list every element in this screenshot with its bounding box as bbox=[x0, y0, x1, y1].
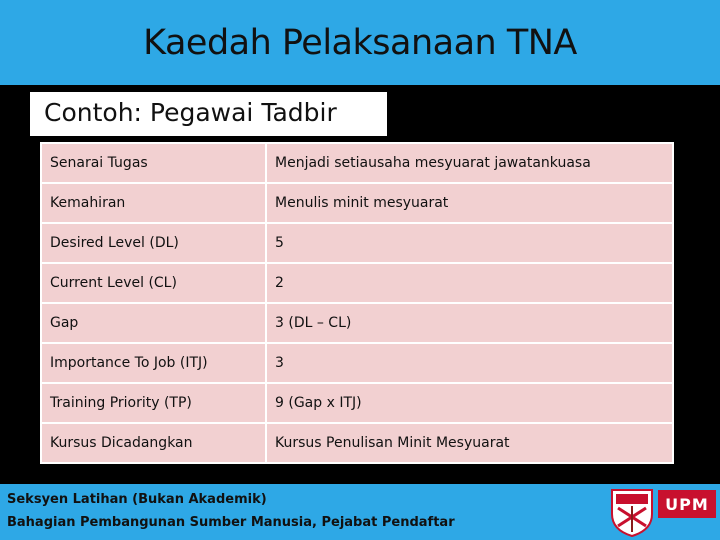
table-row bbox=[41, 183, 673, 223]
table-row bbox=[41, 263, 673, 303]
table-row bbox=[41, 303, 673, 343]
table-row bbox=[41, 383, 673, 423]
upm-crest-icon bbox=[608, 486, 656, 538]
upm-logo bbox=[608, 486, 718, 538]
table-row bbox=[41, 343, 673, 383]
slide-title: Kaedah Pelaksanaan TNA bbox=[143, 22, 577, 63]
row-value: Menjadi setiausaha mesyuarat jawatankuasa bbox=[266, 143, 673, 183]
row-label: Kemahiran bbox=[41, 183, 266, 223]
row-label: Desired Level (DL) bbox=[41, 223, 266, 263]
row-value: Kursus Penulisan Minit Mesyuarat bbox=[266, 423, 673, 463]
row-label: Training Priority (TP) bbox=[41, 383, 266, 423]
table-row bbox=[41, 423, 673, 463]
row-label: Gap bbox=[41, 303, 266, 343]
title-bar bbox=[0, 0, 720, 85]
footer-division: Bahagian Pembangunan Sumber Manusia, Pejabat Pendaftar bbox=[7, 515, 455, 530]
row-value: 5 bbox=[266, 223, 673, 263]
row-label: Senarai Tugas bbox=[41, 143, 266, 183]
row-label: Importance To Job (ITJ) bbox=[41, 343, 266, 383]
row-value: 3 bbox=[266, 343, 673, 383]
subtitle-box bbox=[30, 92, 387, 136]
upm-logo-text: UPM bbox=[658, 490, 716, 518]
slide-subtitle: Contoh: Pegawai Tadbir bbox=[44, 98, 337, 127]
row-label: Kursus Dicadangkan bbox=[41, 423, 266, 463]
footer-department: Seksyen Latihan (Bukan Akademik) bbox=[7, 492, 267, 507]
row-value: 3 (DL – CL) bbox=[266, 303, 673, 343]
row-value: 2 bbox=[266, 263, 673, 303]
row-label: Current Level (CL) bbox=[41, 263, 266, 303]
upm-logo-subtext bbox=[658, 520, 716, 534]
table-row bbox=[41, 223, 673, 263]
row-value: Menulis minit mesyuarat bbox=[266, 183, 673, 223]
row-value: 9 (Gap x ITJ) bbox=[266, 383, 673, 423]
tna-table bbox=[40, 142, 674, 464]
table-row bbox=[41, 143, 673, 183]
